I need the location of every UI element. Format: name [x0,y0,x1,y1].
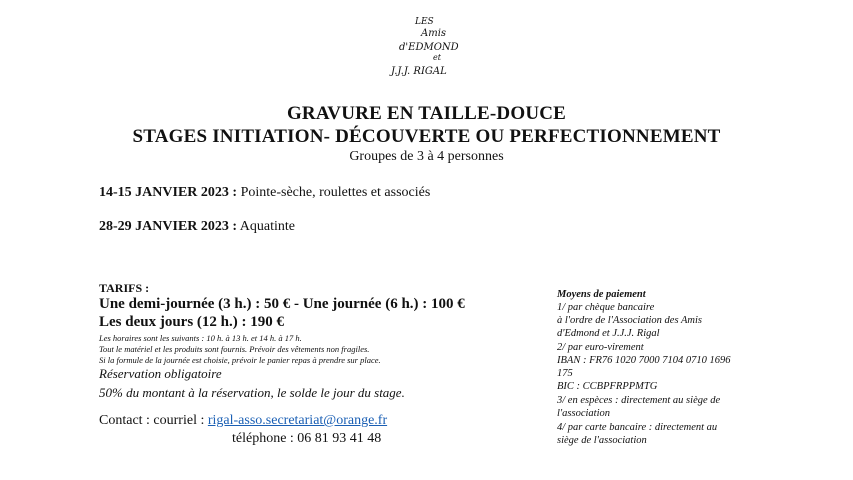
page-subtitle: Groupes de 3 à 4 personnes [349,149,504,164]
tarif-note-3: Si la formule de la journée est choisie, prévoir le panier repas à prendre sur place. [99,355,381,365]
logo-line-4: et [433,53,441,62]
tarif-line-1: Une demi-journée (3 h.) : 50 € - Une journée (6 h.) : 100 € [99,296,465,312]
association-logo [385,12,465,84]
stage-2-topic: Aquatinte [237,219,295,234]
stage-2 [99,219,295,235]
tarif-note-2: Tout le matériel et les produits sont fournis. Prévoir des vêtements non fragiles. [99,344,370,354]
logo-line-2: Amis [421,28,447,39]
page-title-line-1: GRAVURE EN TAILLE-DOUCE [286,103,567,124]
stage-1-date: 14-15 JANVIER 2023 : [99,185,238,200]
payment-line: 1/ par chèque bancaire [557,302,655,313]
payment-line: l'association [557,408,610,419]
payment-line: 4/ par carte bancaire : directement au [557,422,718,433]
payment-line: d'Edmond et J.J.J. Rigal [557,328,660,339]
reservation-note: Réservation obligatoire [99,366,222,381]
stage-1-topic: Pointe-sèche, roulettes et associés [237,185,431,200]
page-title-line-2: STAGES INITIATION- DÉCOUVERTE OU PERFECTIONNEMENT [132,126,721,147]
tarifs-label: TARIFS : [99,281,150,295]
payment-line: 175 [557,368,573,379]
logo-line-3: d'EDMOND [399,42,459,53]
tarif-line-2: Les deux jours (12 h.) : 190 € [99,314,285,330]
contact-label: Contact : courriel : [99,413,208,428]
contact-email-link[interactable]: rigal-asso.secretariat@orange.fr [207,413,388,428]
payment-line: 3/ en espèces : directement au siège de [557,395,721,406]
deposit-note: 50% du montant à la réservation, le solde le jour du stage. [99,385,405,400]
logo-mark [385,12,465,84]
stage-1 [99,185,430,201]
tarif-note-1: Les horaires sont les suivants : 10 h. à 13 h. et 14 h. à 17 h. [99,333,302,343]
payment-line: siège de l'association [557,435,647,446]
payment-line: BIC : CCBPFRPPMTG [557,381,658,392]
logo-line-5: J.J.J. RIGAL [391,66,447,77]
stage-2-date: 28-29 JANVIER 2023 : [99,219,238,234]
logo-line-1: LES [415,17,434,27]
payment-title: Moyens de paiement [557,289,646,300]
payment-line: 2/ par euro-virement [557,342,644,353]
contact-line [99,413,387,429]
contact-phone: téléphone : 06 81 93 41 48 [232,431,382,446]
payment-line: IBAN : FR76 1020 7000 7104 0710 1696 [557,355,731,366]
payment-line: à l'ordre de l'Association des Amis [557,315,702,326]
